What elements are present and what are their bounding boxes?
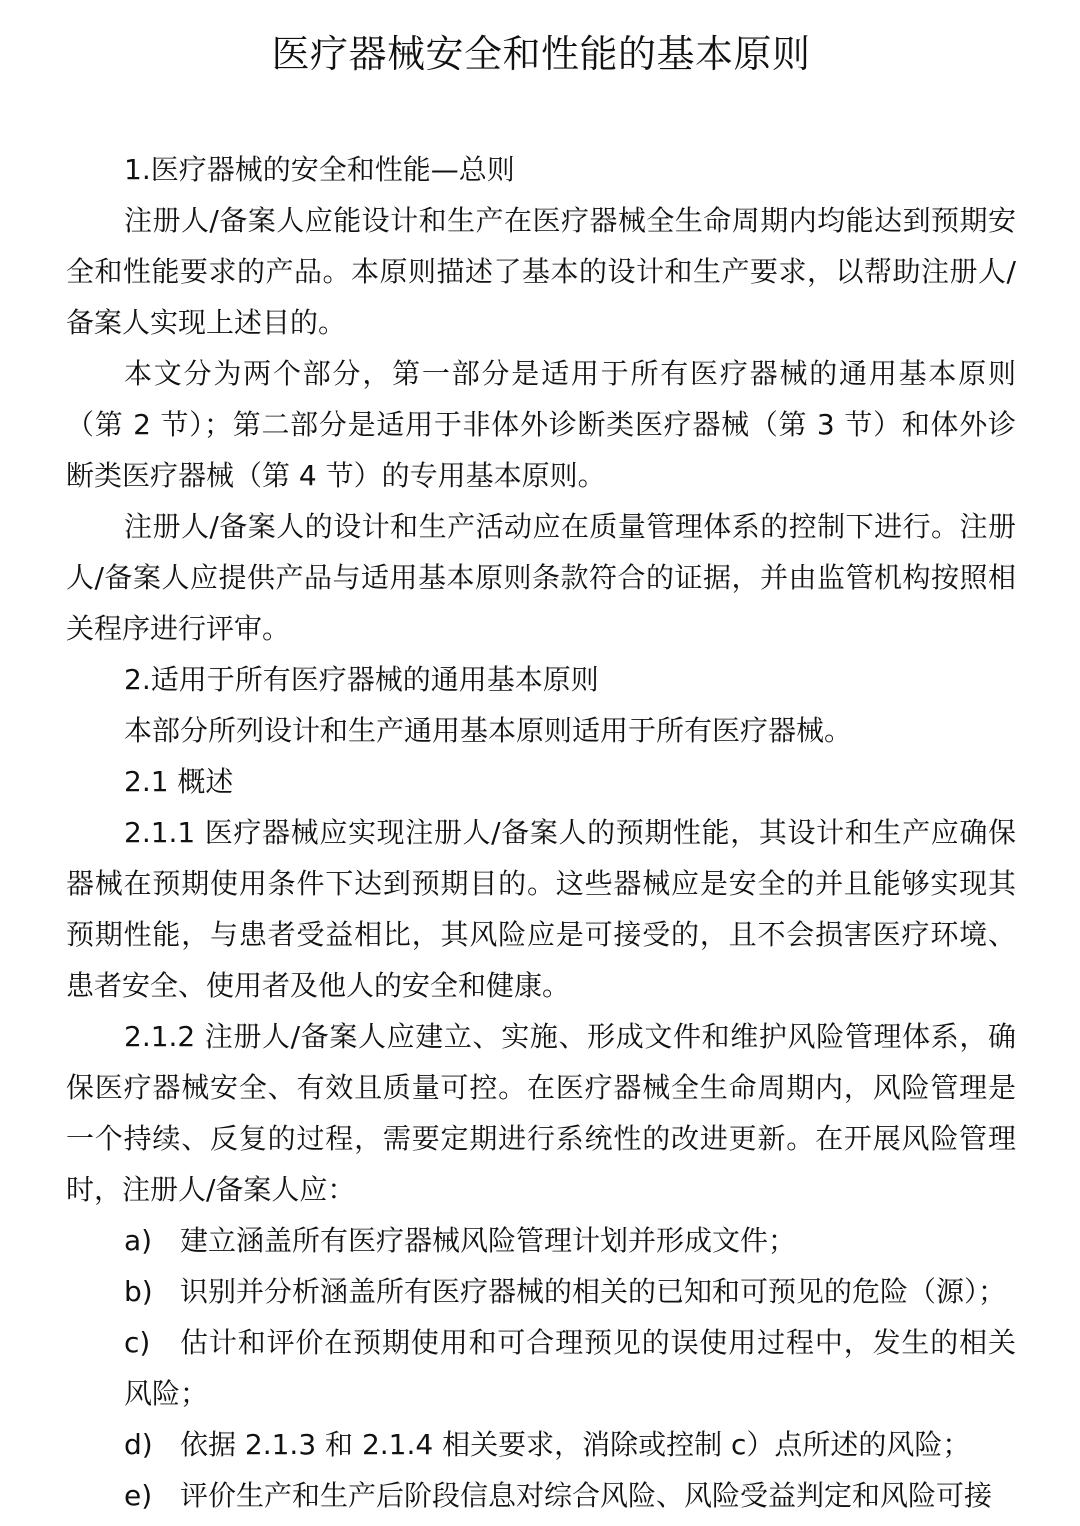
paragraph-2-1-2: 2.1.2 注册人/备案人应建立、实施、形成文件和维护风险管理体系，确保医疗器械安全、有效且质量可控。在医疗器械全生命周期内，风险管理是一个持续、反复的过程，需要定期进行系统性的改进更新。在开展风险管理时，注册人/备案人应： xyxy=(66,1020,1016,1206)
paragraph-scope: 本部分所列设计和生产通用基本原则适用于所有医疗器械。 xyxy=(124,714,853,747)
list-marker: b) xyxy=(124,1275,153,1308)
list-marker: e) xyxy=(124,1479,153,1512)
list-marker: a) xyxy=(124,1224,153,1257)
section-heading-2-1: 2.1 概述 xyxy=(124,765,234,798)
list-item xyxy=(66,1419,1016,1470)
section-heading-2: 2.适用于所有医疗器械的通用基本原则 xyxy=(124,663,599,696)
document-title: 医疗器械安全和性能的基本原则 xyxy=(271,32,811,76)
list-marker: c) xyxy=(124,1326,151,1359)
list-item-text: 估计和评价在预期使用和可合理预见的误使用过程中，发生的相关风险； xyxy=(124,1326,1016,1410)
list-item-text: 依据 2.1.3 和 2.1.4 相关要求，消除或控制 c）点所述的风险； xyxy=(180,1428,971,1461)
list-item xyxy=(66,1470,1016,1521)
risk-management-list xyxy=(66,1215,1016,1521)
paragraph-quality-management: 注册人/备案人的设计和生产活动应在质量管理体系的控制下进行。注册人/备案人应提供产品与适用基本原则条款符合的证据，并由监管机构按照相关程序进行评审。 xyxy=(66,510,1016,645)
list-item xyxy=(66,1317,1016,1419)
paragraph-2-1-1: 2.1.1 医疗器械应实现注册人/备案人的预期性能，其设计和生产应确保器械在预期使用条件下达到预期目的。这些器械应是安全的并且能够实现其预期性能，与患者受益相比，其风险应是可接受的，且不会损害医疗环境、患者安全、使用者及他人的安全和健康。 xyxy=(66,816,1016,1002)
paragraph-general-principle: 注册人/备案人应能设计和生产在医疗器械全生命周期内均能达到预期安全和性能要求的产品。本原则描述了基本的设计和生产要求，以帮助注册人/备案人实现上述目的。 xyxy=(66,204,1016,339)
list-marker: d) xyxy=(124,1428,153,1461)
list-item-text: 评价生产和生产后阶段信息对综合风险、风险受益判定和风险可接 xyxy=(180,1479,993,1512)
list-item-text: 建立涵盖所有医疗器械风险管理计划并形成文件； xyxy=(180,1224,797,1257)
list-item xyxy=(66,1266,1016,1317)
section-heading-1: 1.医疗器械的安全和性能—总则 xyxy=(124,153,515,186)
paragraph-document-structure: 本文分为两个部分，第一部分是适用于所有医疗器械的通用基本原则（第 2 节）；第二部分是适用于非体外诊断类医疗器械（第 3 节）和体外诊断类医疗器械（第 4 节）的专用基本原则。 xyxy=(66,357,1016,492)
list-item xyxy=(66,1215,1016,1266)
list-item-text: 识别并分析涵盖所有医疗器械的相关的已知和可预见的危险（源）； xyxy=(180,1275,1007,1308)
